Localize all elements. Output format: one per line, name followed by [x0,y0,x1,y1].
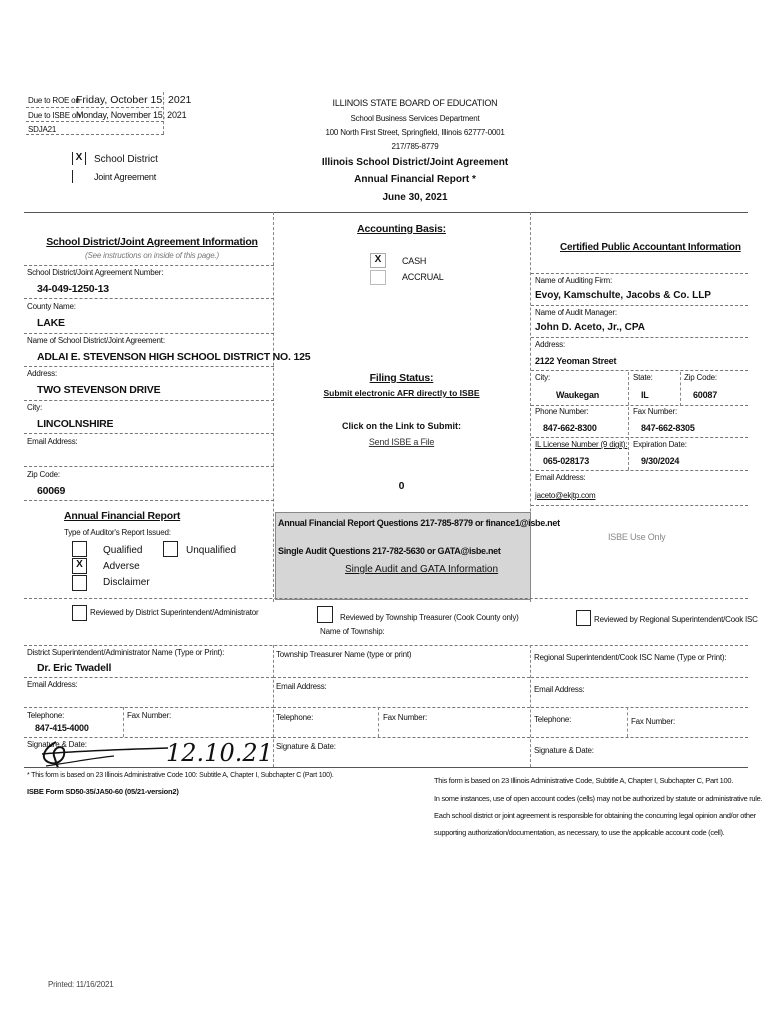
cpa-state-value[interactable]: IL [641,390,649,400]
unqualified-checkbox[interactable] [163,541,178,557]
regional-name-label: Regional Superintendent/Cook ISC Name (Type or Print): [534,653,727,662]
district-name-value[interactable]: ADLAI E. STEVENSON HIGH SCHOOL DISTRICT NO. 125 [37,351,311,363]
regional-signature-label: Signature & Date: [534,746,594,755]
audit-manager-label: Name of Audit Manager: [535,308,617,317]
unqualified-label: Unqualified [186,545,237,556]
accrual-label: ACCRUAL [402,272,444,282]
school-district-label: School District [94,154,158,165]
department: School Business Services Department [350,114,480,123]
district-zip-value[interactable]: 60069 [37,485,66,497]
cpa-fax-value[interactable]: 847-662-8305 [641,423,695,433]
footer-note-right-2: In some instances, use of open account codes (cells) may not be authorized by statute or administrative rule. [434,794,763,803]
form-code: SDJA21 [28,125,57,134]
adverse-label: Adverse [103,561,140,572]
cpa-email-value[interactable]: jaceto@ekjtp.com [535,491,596,500]
county-label: County Name: [27,302,76,311]
isbe-use-only: ISBE Use Only [608,532,666,542]
district-city-value[interactable]: LINCOLNSHIRE [37,418,114,430]
district-email-label: Email Address: [27,437,78,446]
regional-fax-label: Fax Number: [631,717,676,726]
cpa-state-label: State: [633,373,653,382]
district-instructions: (See instructions on inside of this page.) [85,251,219,260]
filing-status-heading: Filing Status: [369,372,434,384]
district-reviewed-checkbox[interactable] [72,605,87,621]
district-city-label: City: [27,403,43,412]
district-zip-label: Zip Code: [27,470,60,479]
audit-firm-label: Name of Auditing Firm: [535,276,612,285]
county-value[interactable]: LAKE [37,317,65,329]
superintendent-name-label: District Superintendent/Administrator Name (Type or Print): [27,648,225,657]
superintendent-phone-label: Telephone: [27,711,65,720]
disclaimer-label: Disclaimer [103,577,150,588]
treasurer-email-label: Email Address: [276,682,327,691]
afr-heading: Annual Financial Report [64,510,181,522]
district-address-label: Address: [27,369,57,378]
footer-note-right-4: supporting authorization/documentation, as necessary, to use the applicable account code (cell). [434,828,725,837]
district-number-label: School District/Joint Agreement Number: [27,268,164,277]
cpa-city-value[interactable]: Waukegan [556,390,600,400]
footer-note-left: * This form is based on 23 Illinois Administrative Code 100: Subtitle A, Chapter I, Subchapter C (Part 100). [27,772,334,779]
footer-note-right-1: This form is based on 23 Illinois Administrative Code, Subtitle A, Chapter I, Subchapter C, Part 100. [434,776,734,785]
expiration-date-label: Expiration Date: [633,440,687,449]
auditor-report-type-label: Type of Auditor's Report Issued: [64,528,171,537]
single-audit-contact[interactable]: Single Audit Questions 217-782-5630 or GATA@isbe.net [278,546,501,556]
accounting-basis-heading: Accounting Basis: [357,223,446,235]
license-number-value[interactable]: 065-028173 [543,456,590,466]
form-title-2: Annual Financial Report * [354,174,476,185]
agency-address: 100 North First Street, Springfield, Illinois 62777-0001 [325,128,505,137]
form-title-1: Illinois School District/Joint Agreement [321,157,509,168]
cpa-address-value[interactable]: 2122 Yeoman Street [535,356,617,366]
regional-reviewed-checkbox[interactable] [576,610,591,626]
regional-phone-label: Telephone: [534,715,572,724]
agency-name: ILLINOIS STATE BOARD OF EDUCATION [332,98,498,108]
cpa-phone-value[interactable]: 847-662-8300 [543,423,597,433]
due-roe-label: Due to ROE on [28,96,80,105]
school-district-checkbox[interactable]: X [72,152,86,165]
superintendent-signature[interactable] [34,736,174,770]
adverse-checkbox[interactable]: X [72,558,87,574]
afr-questions-contact[interactable]: Annual Financial Report Questions 217-785-8779 or finance1@isbe.net [278,518,560,528]
district-reviewed-label: Reviewed by District Superintendent/Administrator [90,608,259,617]
treasurer-name-label: Township Treasurer Name (type or print) [276,650,412,659]
form-identifier: ISBE Form SD50-35/JA50-60 (05/21-version2) [27,787,179,796]
cpa-email-label: Email Address: [535,473,586,482]
audit-firm-value[interactable]: Evoy, Kamschulte, Jacobs & Co. LLP [535,290,711,301]
superintendent-phone-value[interactable]: 847-415-4000 [35,723,89,733]
footer-note-right-3: Each school district or joint agreement is responsible for obtaining the concurring legal opinion and/or other [434,811,756,820]
district-number-value[interactable]: 34-049-1250-13 [37,283,109,295]
send-isbe-file-link[interactable]: Send ISBE a File [368,437,435,447]
qualified-label: Qualified [103,545,143,556]
cash-checkbox[interactable]: X [370,253,386,268]
joint-agreement-checkbox[interactable] [72,170,85,183]
cpa-heading: Certified Public Accountant Information [560,242,741,253]
qualified-checkbox[interactable] [72,541,87,557]
filing-value: 0 [398,480,405,492]
joint-agreement-label: Joint Agreement [94,172,157,182]
superintendent-fax-label: Fax Number: [127,711,172,720]
agency-phone: 217/785-8779 [391,142,439,151]
single-audit-gata-link[interactable]: Single Audit and GATA Information [345,564,499,575]
cash-label: CASH [402,256,427,266]
regional-reviewed-label: Reviewed by Regional Superintendent/Cook ISC [594,615,758,624]
township-reviewed-checkbox[interactable] [317,606,333,623]
due-isbe-label: Due to ISBE on [28,111,81,120]
regional-email-label: Email Address: [534,685,585,694]
district-address-value[interactable]: TWO STEVENSON DRIVE [37,384,161,396]
cpa-zip-label: Zip Code: [684,373,717,382]
superintendent-signature-label: Signature & Date: [27,740,87,749]
treasurer-fax-label: Fax Number: [383,713,428,722]
signature-date: 12.10.21 [166,739,273,767]
township-reviewed-label: Reviewed by Township Treasurer (Cook County only) [340,613,519,622]
audit-manager-value[interactable]: John D. Aceto, Jr., CPA [535,322,646,333]
printed-date: Printed: 11/16/2021 [48,980,114,989]
due-isbe-value: Monday, November 15, 2021 [76,110,187,120]
report-date: June 30, 2021 [382,192,448,203]
treasurer-phone-label: Telephone: [276,713,314,722]
cpa-phone-label: Phone Number: [535,407,589,416]
cpa-city-label: City: [535,373,551,382]
cpa-address-label: Address: [535,340,565,349]
township-name-label: Name of Township: [320,627,385,636]
district-name-label: Name of School District/Joint Agreement: [27,336,165,345]
due-roe-value: Friday, October 15, 2021 [76,94,192,106]
license-number-label: IL License Number (9 digit): [535,440,628,449]
superintendent-email-label: Email Address: [27,680,78,689]
filing-instruction: Submit electronic AFR directly to ISBE [323,388,480,398]
accrual-checkbox[interactable] [370,270,386,285]
district-info-heading: School District/Joint Agreement Information [46,236,258,248]
expiration-date-value[interactable]: 9/30/2024 [641,456,680,466]
disclaimer-checkbox[interactable] [72,575,87,591]
submit-link-prompt: Click on the Link to Submit: [342,421,461,431]
superintendent-name-value[interactable]: Dr. Eric Twadell [37,662,112,674]
treasurer-signature-label: Signature & Date: [276,742,336,751]
cpa-fax-label: Fax Number: [633,407,678,416]
cpa-zip-value[interactable]: 60087 [693,390,718,400]
